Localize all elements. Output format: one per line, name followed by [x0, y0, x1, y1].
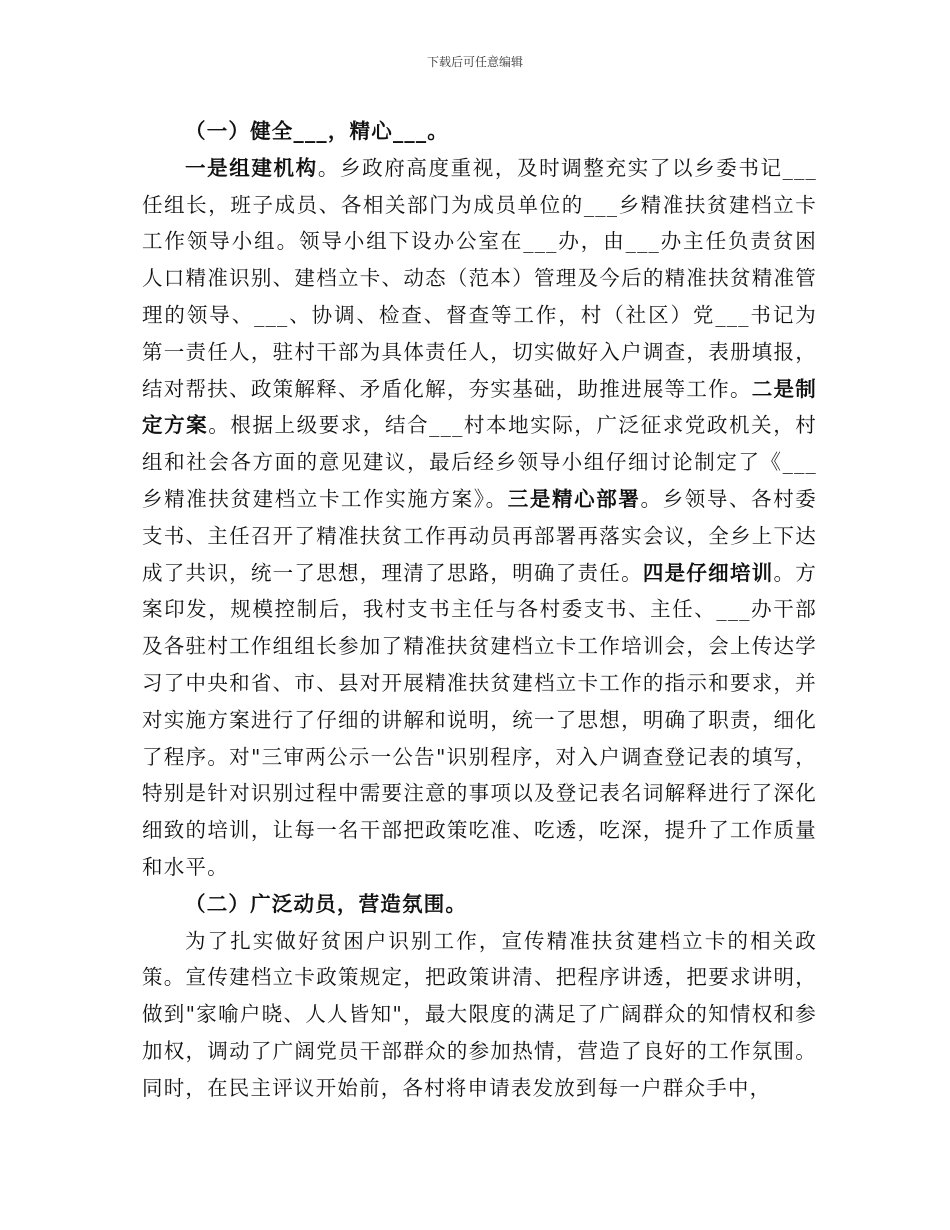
point-3-label: 三是精心部署 — [507, 486, 641, 511]
section-2-heading: （二）广泛动员，营造氛围。 — [185, 891, 468, 916]
point-4-text: 。方案印发，规模控制后，我村支书主任与各村委支书、主任、___办干部及各驻村工作组组长参加了精准扶贫建档立卡工作培训会，会上传达学习了中央和省、市、县对开展精准扶贫建档立卡工作的指示和要求，并对实施方案进行了仔细的讲解和说明，统一了思想，明确了职责，细化了程序。对"三审两公示一公告"识别程序，对入户调查登记表的填写，特别是针对识别过程中需要注意的事项以及登记表名词解释进行了深化细致的培训，让每一名干部把政策吃准、吃透，吃深，提升了工作质量和水平。 — [142, 560, 817, 879]
point-1-text: 。乡政府高度重视，及时调整充实了以乡委书记___任组长，班子成员、各相关部门为成员单位的___乡精准扶贫建档立卡工作领导小组。领导小组下设办公室在___办，由___办主任负责贫困人口精准识别、建档立卡、动态（范本）管理及今后的精准扶贫精准管理的领导、___、协调、检查、督查等工作，村（社区）党___书记为第一责任人，驻村干部为具体责任人，切实做好入户调查，表册填报，结对帮扶、政策解释、矛盾化解，夯实基础，助推进展等工作。 — [142, 155, 817, 401]
point-2-text: 。根据上级要求，结合___村本地实际，广泛征求党政机关，村组和社会各方面的意见建议，最后经乡领导小组仔细讨论制定了《___乡精准扶贫建档立卡工作实施方案》。 — [142, 413, 817, 511]
section-1-heading: （一）健全___，精心___。 — [185, 119, 449, 143]
section-1-paragraph — [142, 150, 817, 886]
document-body — [142, 113, 817, 1107]
point-2-label: 二是制定方案 — [142, 376, 817, 438]
point-4-label: 四是仔细培训 — [642, 560, 774, 585]
point-1-label: 一是组建机构 — [185, 155, 318, 180]
point-3-text: 。乡领导、各村委支书、主任召开了精准扶贫工作再动员再部署再落实会议，全乡上下达成了共识，统一了思想，理清了思路，明确了责任。 — [142, 486, 817, 585]
section-2-paragraph: 为了扎实做好贫困户识别工作，宣传精准扶贫建档立卡的相关政策。宣传建档立卡政策规定，把政策讲清、把程序讲透，把要求讲明，做到"家喻户晓、人人皆知"，最大限度的满足了广阔群众的知情权和参加权，调动了广阔党员干部群众的参加热情，营造了良好的工作氛围。同时，在民主评议开始前，各村将申请表发放到每一户群众手中， — [142, 928, 817, 1100]
page-header: 下载后可任意编辑 — [426, 55, 523, 69]
